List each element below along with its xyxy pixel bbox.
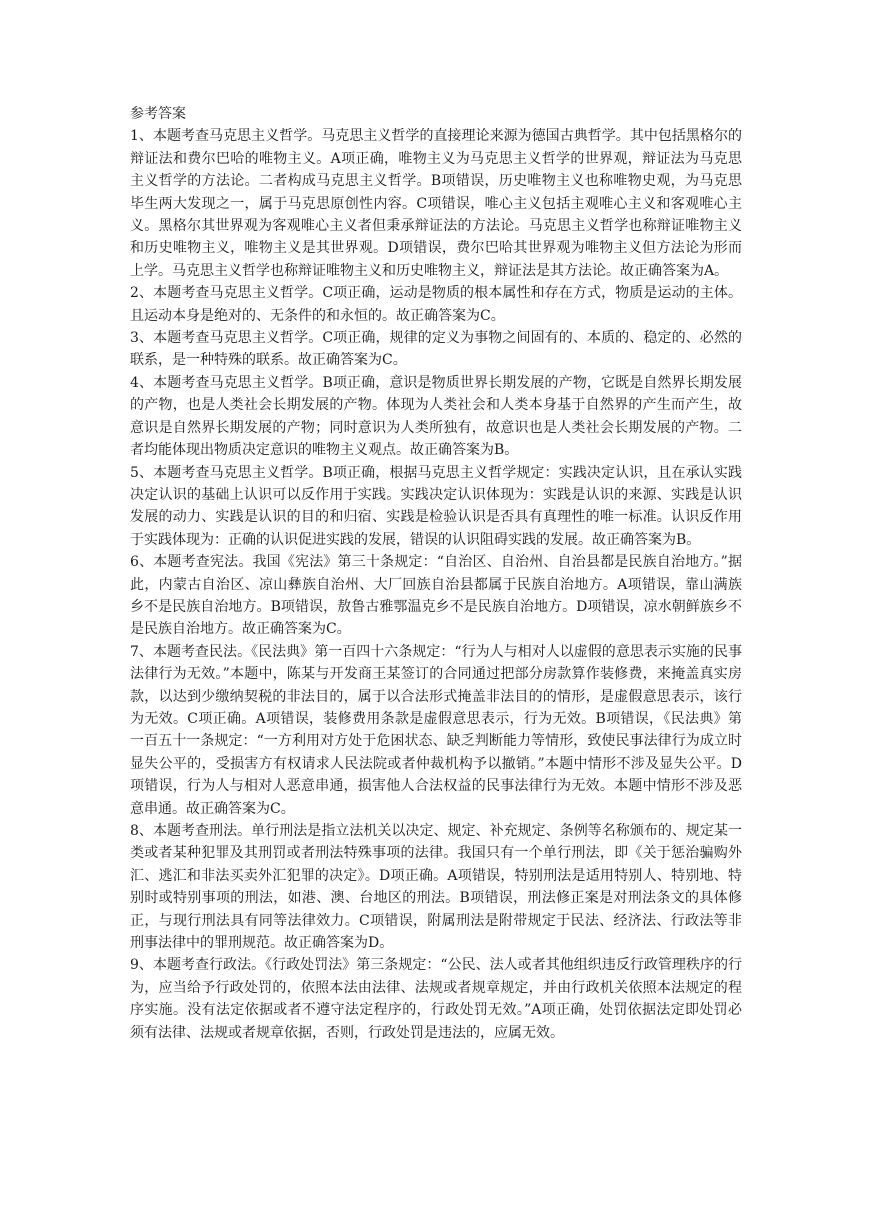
answer-document [130,103,742,1044]
answer-item-7: 7、本题考查民法。《民法典》第一百四十六条规定：“行为人与相对人以虚假的意思表示实施的民事法律行为无效。”本题中，陈某与开发商王某签订的合同通过把部分房款算作装修费，来掩盖真实房款，以达到少缴纳契税的非法目的，属于以合法形式掩盖非法目的的情形，是虚假意思表示，该行为无效。C项正确。A项错误，装修费用条款是虚假意思表示，行为无效。B项错误，《民法典》第一百五十一条规定：“一方利用对方处于危困状态、缺乏判断能力等情形，致使民事法律行为成立时显失公平的，受损害方有权请求人民法院或者仲裁机构予以撤销。”本题中情形不涉及显失公平。D项错误，行为人与相对人恶意串通，损害他人合法权益的民事法律行为无效。本题中情形不涉及恶意串通。故正确答案为C。 [130,643,742,817]
answer-list [130,125,742,1044]
answer-item-5: 5、本题考查马克思主义哲学。B项正确，根据马克思主义哲学规定：实践决定认识，且在承认实践决定认识的基础上认识可以反作用于实践。实践决定认识体现为：实践是认识的来源、实践是认识发展的动力、实践是认识的目的和归宿、实践是检验认识是否具有真理性的唯一标准。认识反作用于实践体现为：正确的认识促进实践的发展，错误的认识阻碍实践的发展。故正确答案为B。 [130,464,742,548]
answer-item-1: 1、本题考查马克思主义哲学。马克思主义哲学的直接理论来源为德国古典哲学。其中包括黑格尔的辩证法和费尔巴哈的唯物主义。A项正确，唯物主义为马克思主义哲学的世界观，辩证法为马克思主义哲学的方法论。二者构成马克思主义哲学。B项错误，历史唯物主义也称唯物史观，为马克思毕生两大发现之一，属于马克思原创性内容。C项错误，唯心主义包括主观唯心主义和客观唯心主义。黑格尔其世界观为客观唯心主义者但秉承辩证法的方法论。马克思主义哲学也称辩证唯物主义和历史唯物主义，唯物主义是其世界观。D项错误，费尔巴哈其世界观为唯物主义但方法论为形而上学。马克思主义哲学也称辩证唯物主义和历史唯物主义，辩证法是其方法论。故正确答案为A。 [130,128,742,279]
page-title: 参考答案 [130,106,186,122]
answer-item-2: 2、本题考查马克思主义哲学。C项正确，运动是物质的根本属性和存在方式，物质是运动的主体。且运动本身是绝对的、无条件的和永恒的。故正确答案为C。 [130,285,742,324]
answer-item-8: 8、本题考查刑法。单行刑法是指立法机关以决定、规定、补充规定、条例等名称颁布的、规定某一类或者某种犯罪及其刑罚或者刑法特殊事项的法律。我国只有一个单行刑法，即《关于惩治骗购外汇、逃汇和非法买卖外汇犯罪的决定》。D项正确。A项错误，特别刑法是适用特别人、特别地、特别时或特别事项的刑法，如港、澳、台地区的刑法。B项错误，刑法修正案是对刑法条文的具体修正，与现行刑法具有同等法律效力。C项错误，附属刑法是附带规定于民法、经济法、行政法等非刑事法律中的罪刑规范。故正确答案为D。 [130,823,742,952]
answer-item-6: 6、本题考查宪法。我国《宪法》第三十条规定：“自治区、自治州、自治县都是民族自治地方。”据此，内蒙古自治区、凉山彝族自治州、大厂回族自治县都属于民族自治地方。A项错误，靠山满族乡不是民族自治地方。B项错误，敖鲁古雅鄂温克乡不是民族自治地方。D项错误，凉水朝鲜族乡不是民族自治地方。故正确答案为C。 [130,554,742,638]
answer-item-3: 3、本题考查马克思主义哲学。C项正确，规律的定义为事物之间固有的、本质的、稳定的、必然的联系，是一种特殊的联系。故正确答案为C。 [130,330,742,369]
answer-item-4: 4、本题考查马克思主义哲学。B项正确，意识是物质世界长期发展的产物，它既是自然界长期发展的产物，也是人类社会长期发展的产物。体现为人类社会和人类本身基于自然界的产生而产生，故意识是自然界长期发展的产物；同时意识为人类所独有，故意识也是人类社会长期发展的产物。二者均能体现出物质决定意识的唯物主义观点。故正确答案为B。 [130,374,742,459]
answer-item-9: 9、本题考查行政法。《行政处罚法》第三条规定：“公民、法人或者其他组织违反行政管理秩序的行为，应当给予行政处罚的，依照本法由法律、法规或者规章规定，并由行政机关依照本法规定的程序实施。没有法定依据或者不遵守法定程序的，行政处罚无效。”A项正确，处罚依据法定即处罚必须有法律、法规或者规章依据，否则，行政处罚是违法的，应属无效。 [130,957,742,1041]
